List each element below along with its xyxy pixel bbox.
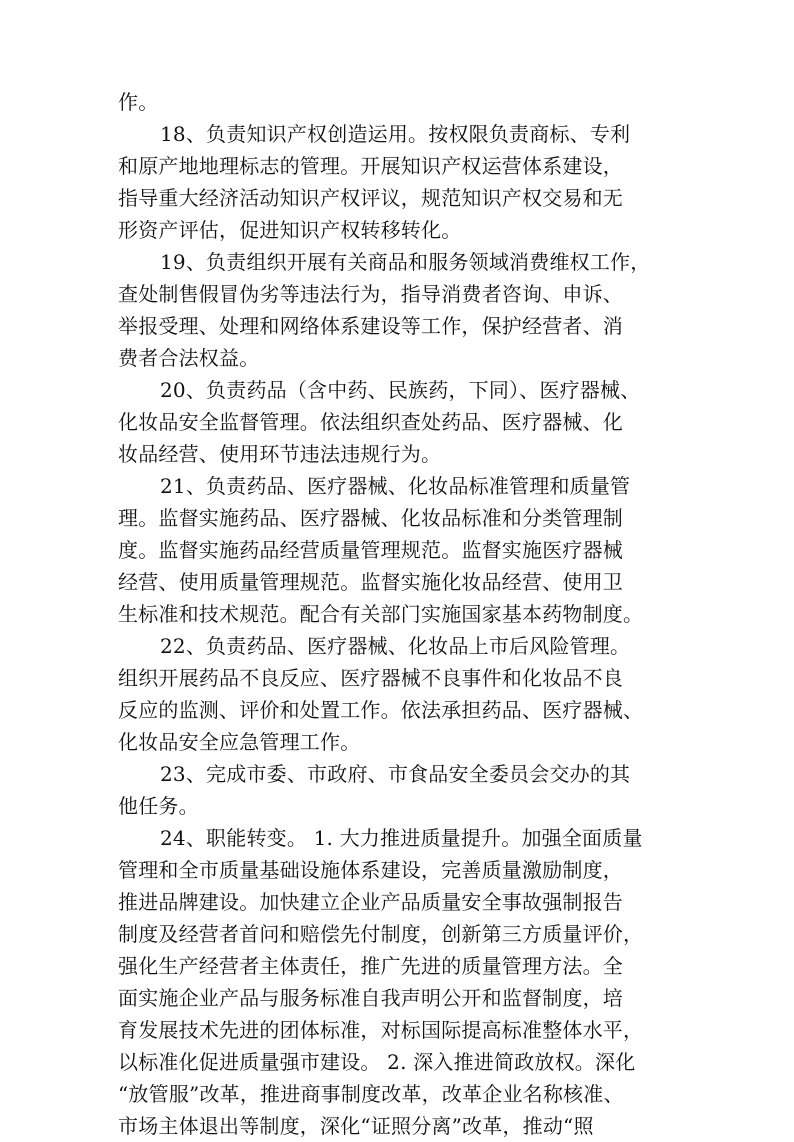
paragraph-first-line: 24、职能转变。 1. 大力推进质量提升。加强全面质量 <box>160 826 643 850</box>
text-line: 查处制售假冒伪劣等违法行为，指导消费者咨询、申诉、 <box>118 282 623 306</box>
paragraph-first-line: 22、负责药品、医疗器械、化妆品上市后风险管理。 <box>160 634 631 658</box>
text-line: 妆品经营、使用环节违法违规行为。 <box>118 442 442 466</box>
text-line: 组织开展药品不良反应、医疗器械不良事件和化妆品不良 <box>118 666 623 690</box>
text-line: 管理和全市质量基础设施体系建设，完善质量激励制度， <box>118 858 623 882</box>
text-line: 化妆品安全监督管理。依法组织查处药品、医疗器械、化 <box>118 410 623 434</box>
text-line: 以标准化促进质量强市建设。 2. 深入推进简政放权。深化 <box>118 1050 636 1074</box>
text-line: 制度及经营者首问和赔偿先付制度，创新第三方质量评价， <box>118 922 644 946</box>
text-line: 市场主体退出等制度，深化“证照分离”改革，推动“照 <box>118 1114 594 1138</box>
paragraph-first-line: 18、负责知识产权创造运用。按权限负责商标、专利 <box>160 122 631 146</box>
text-line: 形资产评估，促进知识产权转移转化。 <box>118 218 462 242</box>
text-line: 化妆品安全应急管理工作。 <box>118 730 361 754</box>
text-line: 度。监督实施药品经营质量管理规范。监督实施医疗器械 <box>118 538 623 562</box>
text-line: 和原产地地理标志的管理。开展知识产权运营体系建设， <box>118 154 623 178</box>
paragraph-first-line: 19、负责组织开展有关商品和服务领域消费维权工作， <box>160 250 651 274</box>
document-body <box>118 86 683 1142</box>
text-line: 费者合法权益。 <box>118 346 260 370</box>
text-line: 作。 <box>118 90 159 114</box>
text-line: 举报受理、处理和网络体系建设等工作，保护经营者、消 <box>118 314 623 338</box>
text-line: 理。监督实施药品、医疗器械、化妆品标准和分类管理制 <box>118 506 623 530</box>
text-line: 育发展技术先进的团体标准，对标国际提高标准整体水平， <box>118 1018 644 1042</box>
paragraph-first-line: 21、负责药品、医疗器械、化妆品标准管理和质量管 <box>160 474 631 498</box>
text-line: 面实施企业产品与服务标准自我声明公开和监督制度，培 <box>118 986 623 1010</box>
paragraph-first-line: 20、负责药品（含中药、民族药，下同）、医疗器械、 <box>160 378 641 402</box>
text-line: 推进品牌建设。加快建立企业产品质量安全事故强制报告 <box>118 890 623 914</box>
text-line: 生标准和技术规范。配合有关部门实施国家基本药物制度。 <box>118 602 644 626</box>
text-line: 他任务。 <box>118 794 199 818</box>
text-line: 经营、使用质量管理规范。监督实施化妆品经营、使用卫 <box>118 570 623 594</box>
text-line: 强化生产经营者主体责任，推广先进的质量管理方法。全 <box>118 954 623 978</box>
text-line: 指导重大经济活动知识产权评议，规范知识产权交易和无 <box>118 186 623 210</box>
text-line: “放管服”改革，推进商事制度改革，改革企业名称核准、 <box>118 1082 624 1106</box>
paragraph-first-line: 23、完成市委、市政府、市食品安全委员会交办的其 <box>160 762 631 786</box>
text-line: 反应的监测、评价和处置工作。依法承担药品、医疗器械、 <box>118 698 644 722</box>
